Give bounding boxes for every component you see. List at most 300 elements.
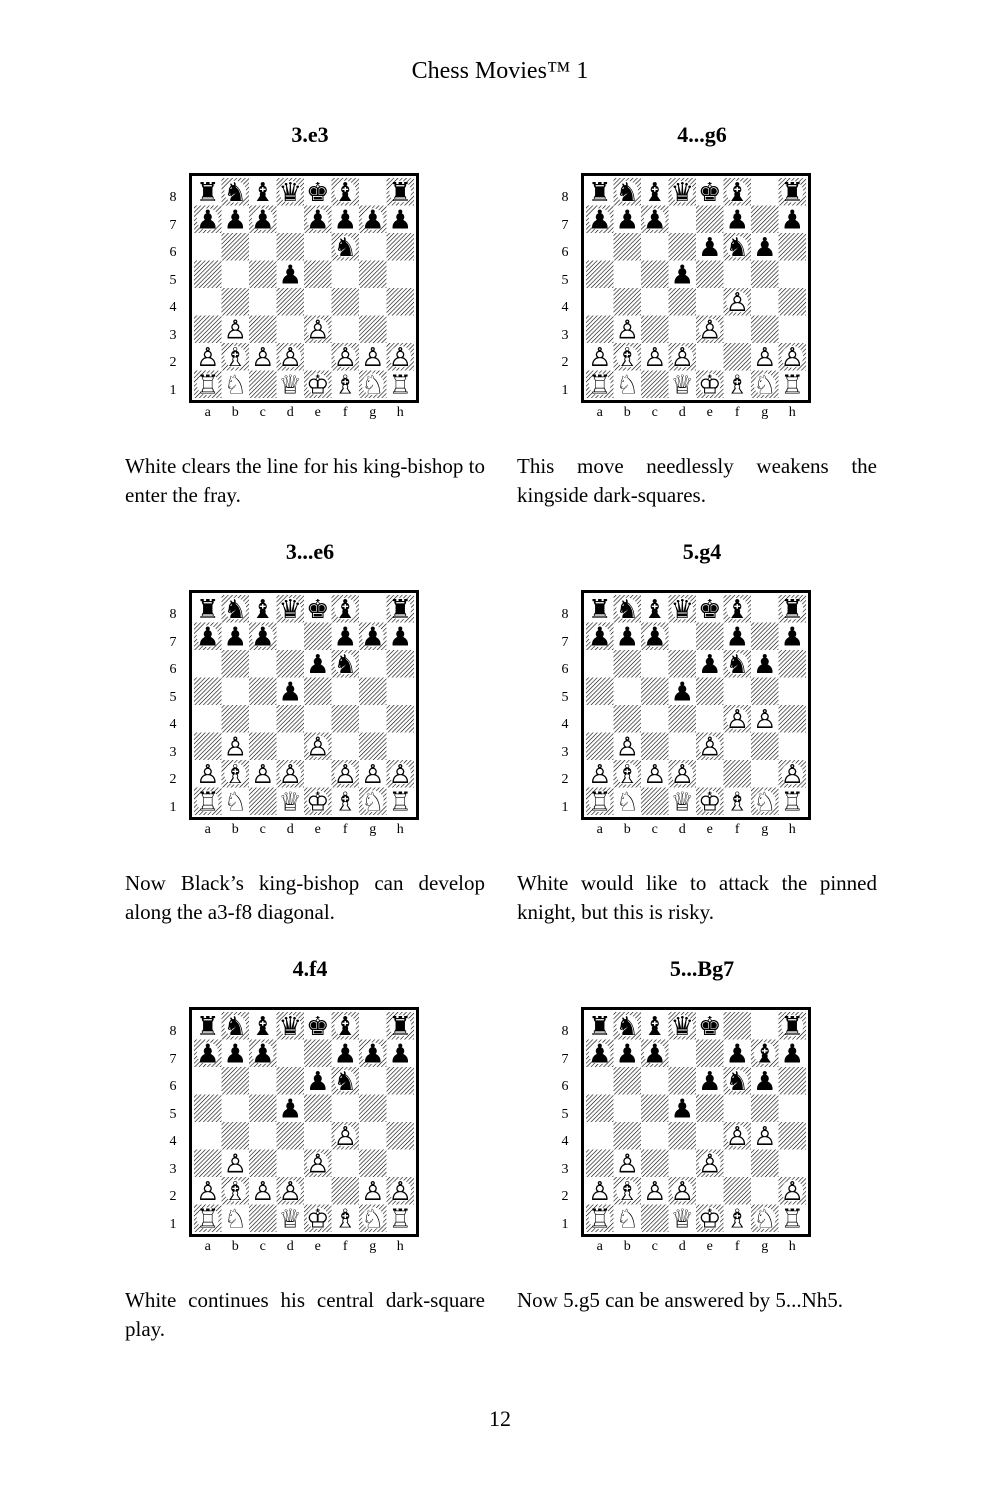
- light-square: [359, 705, 387, 733]
- black-pawn-icon: ♟: [278, 677, 302, 708]
- rank-label: 4: [561, 300, 569, 315]
- white-knight-icon: ♘: [615, 1204, 639, 1232]
- dark-square: [724, 1177, 752, 1205]
- file-label: a: [204, 405, 211, 420]
- chess-board: [581, 590, 811, 820]
- dark-square: [751, 623, 779, 651]
- chess-board: [189, 173, 419, 403]
- file-label: c: [651, 822, 658, 837]
- chess-diagram: [517, 539, 887, 939]
- dark-square: [641, 1205, 669, 1233]
- black-bishop-icon: ♝: [333, 595, 357, 625]
- black-pawn-icon: ♟: [780, 622, 804, 653]
- white-pawn-icon: ♙: [588, 342, 612, 373]
- white-bishop-icon: ♗: [725, 1204, 749, 1232]
- dark-square: [641, 261, 669, 289]
- black-bishop-icon: ♝: [753, 1039, 777, 1070]
- light-square: [304, 288, 332, 316]
- black-pawn-icon: ♟: [361, 205, 385, 236]
- white-pawn-icon: ♙: [333, 342, 357, 373]
- dark-square: [249, 788, 277, 816]
- rank-label: 8: [169, 1024, 177, 1039]
- file-label: f: [342, 822, 348, 837]
- white-queen-icon: ♕: [670, 787, 694, 815]
- white-pawn-icon: ♙: [278, 759, 302, 790]
- white-rook-icon: ♖: [780, 370, 804, 398]
- rank-labels: [165, 184, 181, 404]
- black-pawn-icon: ♟: [588, 622, 612, 653]
- move-title: 4...g6: [677, 122, 727, 147]
- black-pawn-icon: ♟: [196, 205, 220, 236]
- black-bishop-icon: ♝: [643, 595, 667, 625]
- white-knight-icon: ♘: [361, 1204, 385, 1232]
- rank-label: 3: [169, 744, 177, 760]
- rank-labels: [557, 184, 573, 404]
- white-pawn-icon: ♙: [306, 732, 330, 763]
- file-label: f: [734, 1239, 740, 1254]
- black-pawn-icon: ♟: [223, 205, 247, 236]
- rank-label: 6: [169, 1079, 177, 1094]
- light-square: [669, 733, 697, 761]
- light-square: [359, 233, 387, 261]
- black-queen-icon: ♛: [278, 178, 302, 208]
- rank-label: 8: [169, 607, 177, 622]
- black-queen-icon: ♛: [670, 595, 694, 625]
- white-queen-icon: ♕: [670, 1204, 694, 1232]
- black-king-icon: ♚: [306, 595, 330, 625]
- light-square: [586, 233, 614, 261]
- light-square: [641, 288, 669, 316]
- file-label: g: [761, 1239, 769, 1254]
- white-king-icon: ♔: [698, 1204, 722, 1232]
- light-square: [724, 316, 752, 344]
- black-pawn-icon: ♟: [643, 1039, 667, 1070]
- white-king-icon: ♔: [306, 1204, 330, 1232]
- white-pawn-icon: ♙: [698, 732, 722, 763]
- black-bishop-icon: ♝: [333, 1012, 357, 1042]
- file-label: a: [596, 1239, 603, 1254]
- black-rook-icon: ♜: [196, 595, 220, 625]
- dark-square: [586, 316, 614, 344]
- dark-square: [222, 1067, 250, 1095]
- rank-label: 1: [169, 382, 177, 398]
- rank-label: 8: [561, 190, 569, 205]
- white-pawn-icon: ♙: [306, 1149, 330, 1180]
- black-pawn-icon: ♟: [278, 1094, 302, 1125]
- black-pawn-icon: ♟: [223, 622, 247, 653]
- white-pawn-icon: ♙: [388, 759, 412, 790]
- file-label: e: [706, 1239, 713, 1254]
- light-square: [696, 288, 724, 316]
- file-label: b: [623, 1239, 631, 1254]
- file-label: a: [204, 822, 211, 837]
- white-knight-icon: ♘: [615, 787, 639, 815]
- white-pawn-icon: ♙: [196, 342, 220, 373]
- file-label: c: [259, 405, 266, 420]
- light-square: [304, 1177, 332, 1205]
- file-label: f: [734, 822, 740, 837]
- light-square: [751, 760, 779, 788]
- white-bishop-icon: ♗: [615, 342, 639, 373]
- black-pawn-icon: ♟: [333, 205, 357, 236]
- file-label: g: [761, 405, 769, 420]
- dark-square: [641, 371, 669, 399]
- dark-square: [751, 1150, 779, 1178]
- dark-square: [304, 261, 332, 289]
- white-pawn-icon: ♙: [670, 342, 694, 373]
- black-pawn-icon: ♟: [306, 1066, 330, 1097]
- black-knight-icon: ♞: [333, 232, 357, 263]
- black-pawn-icon: ♟: [725, 622, 749, 653]
- diagram-caption: White clears the line for his king-bishop to enter the fray.: [125, 454, 485, 507]
- white-knight-icon: ♘: [223, 370, 247, 398]
- move-title: 5.g4: [682, 539, 722, 564]
- dark-square: [669, 1067, 697, 1095]
- dark-square: [696, 261, 724, 289]
- light-square: [304, 760, 332, 788]
- rank-label: 3: [561, 1161, 569, 1177]
- black-bishop-icon: ♝: [251, 595, 275, 625]
- white-queen-icon: ♕: [278, 1204, 302, 1232]
- white-pawn-icon: ♙: [643, 759, 667, 790]
- white-pawn-icon: ♙: [361, 759, 385, 790]
- white-pawn-icon: ♙: [278, 342, 302, 373]
- rank-label: 1: [561, 1216, 569, 1232]
- file-label: g: [369, 1239, 377, 1254]
- file-label: e: [314, 822, 321, 837]
- dark-square: [249, 371, 277, 399]
- black-pawn-icon: ♟: [698, 649, 722, 680]
- black-knight-icon: ♞: [615, 178, 639, 208]
- dark-square: [359, 1150, 387, 1178]
- dark-square: [641, 1095, 669, 1123]
- black-rook-icon: ♜: [588, 1012, 612, 1042]
- black-pawn-icon: ♟: [780, 205, 804, 236]
- dark-square: [696, 206, 724, 234]
- white-bishop-icon: ♗: [725, 787, 749, 815]
- file-label: h: [788, 822, 796, 837]
- black-knight-icon: ♞: [223, 595, 247, 625]
- dark-square: [669, 288, 697, 316]
- dark-square: [586, 1150, 614, 1178]
- rank-label: 6: [169, 245, 177, 260]
- file-label: d: [286, 822, 294, 837]
- black-knight-icon: ♞: [615, 595, 639, 625]
- dark-square: [194, 678, 222, 706]
- black-bishop-icon: ♝: [725, 178, 749, 208]
- dark-square: [249, 261, 277, 289]
- rank-label: 3: [561, 327, 569, 343]
- file-label: e: [706, 405, 713, 420]
- white-pawn-icon: ♙: [643, 342, 667, 373]
- dark-square: [249, 1205, 277, 1233]
- light-square: [359, 288, 387, 316]
- white-pawn-icon: ♙: [196, 759, 220, 790]
- rank-label: 6: [169, 662, 177, 677]
- rank-label: 3: [169, 1161, 177, 1177]
- white-bishop-icon: ♗: [333, 370, 357, 398]
- dark-square: [614, 1067, 642, 1095]
- chess-diagram: [517, 956, 887, 1356]
- black-rook-icon: ♜: [196, 178, 220, 208]
- white-pawn-icon: ♙: [333, 1121, 357, 1152]
- light-square: [359, 595, 387, 623]
- file-labels: [194, 822, 414, 838]
- dark-square: [194, 1150, 222, 1178]
- white-rook-icon: ♖: [388, 370, 412, 398]
- white-rook-icon: ♖: [196, 787, 220, 815]
- light-square: [222, 261, 250, 289]
- light-square: [194, 1067, 222, 1095]
- light-square: [641, 233, 669, 261]
- black-pawn-icon: ♟: [306, 649, 330, 680]
- black-bishop-icon: ♝: [333, 178, 357, 208]
- black-rook-icon: ♜: [388, 595, 412, 625]
- file-label: c: [651, 405, 658, 420]
- light-square: [332, 678, 360, 706]
- dark-square: [779, 650, 807, 678]
- dark-square: [194, 1095, 222, 1123]
- move-title: 5...Bg7: [669, 956, 735, 981]
- light-square: [304, 343, 332, 371]
- white-king-icon: ♔: [306, 787, 330, 815]
- light-square: [194, 288, 222, 316]
- dark-square: [222, 650, 250, 678]
- white-pawn-icon: ♙: [753, 1121, 777, 1152]
- black-pawn-icon: ♟: [615, 1039, 639, 1070]
- rank-labels: [557, 601, 573, 821]
- dark-square: [696, 678, 724, 706]
- light-square: [222, 678, 250, 706]
- black-rook-icon: ♜: [780, 178, 804, 208]
- white-pawn-icon: ♙: [725, 704, 749, 735]
- dark-square: [277, 1067, 305, 1095]
- light-square: [779, 678, 807, 706]
- rank-label: 8: [561, 1024, 569, 1039]
- rank-label: 4: [561, 1134, 569, 1149]
- light-square: [641, 1067, 669, 1095]
- white-king-icon: ♔: [698, 370, 722, 398]
- dark-square: [586, 261, 614, 289]
- black-rook-icon: ♜: [388, 1012, 412, 1042]
- rank-label: 6: [561, 662, 569, 677]
- rank-label: 2: [561, 355, 569, 370]
- chess-board: [189, 590, 419, 820]
- dark-square: [249, 678, 277, 706]
- dark-square: [194, 316, 222, 344]
- dark-square: [724, 760, 752, 788]
- black-pawn-icon: ♟: [223, 1039, 247, 1070]
- file-label: d: [286, 405, 294, 420]
- black-pawn-icon: ♟: [588, 1039, 612, 1070]
- black-queen-icon: ♛: [278, 1012, 302, 1042]
- rank-label: 5: [169, 689, 177, 705]
- white-pawn-icon: ♙: [588, 1176, 612, 1207]
- light-square: [387, 1150, 415, 1178]
- white-pawn-icon: ♙: [251, 342, 275, 373]
- white-pawn-icon: ♙: [251, 1176, 275, 1207]
- light-square: [277, 1040, 305, 1068]
- light-square: [724, 678, 752, 706]
- rank-label: 1: [561, 799, 569, 815]
- file-label: b: [231, 822, 239, 837]
- move-title: 3.e3: [291, 122, 329, 147]
- file-label: g: [369, 822, 377, 837]
- light-square: [332, 1150, 360, 1178]
- light-square: [277, 623, 305, 651]
- dark-square: [586, 733, 614, 761]
- white-bishop-icon: ♗: [333, 787, 357, 815]
- dark-square: [387, 233, 415, 261]
- dark-square: [249, 733, 277, 761]
- file-label: d: [678, 822, 686, 837]
- black-pawn-icon: ♟: [361, 622, 385, 653]
- light-square: [249, 1067, 277, 1095]
- light-square: [751, 1012, 779, 1040]
- light-square: [696, 705, 724, 733]
- file-label: f: [342, 405, 348, 420]
- dark-square: [779, 1122, 807, 1150]
- dark-square: [222, 233, 250, 261]
- rank-label: 8: [561, 607, 569, 622]
- rank-label: 4: [561, 717, 569, 732]
- black-king-icon: ♚: [306, 178, 330, 208]
- dark-square: [359, 261, 387, 289]
- dark-square: [696, 1095, 724, 1123]
- black-queen-icon: ♛: [670, 1012, 694, 1042]
- dark-square: [779, 705, 807, 733]
- dark-square: [696, 623, 724, 651]
- light-square: [277, 316, 305, 344]
- black-bishop-icon: ♝: [725, 595, 749, 625]
- light-square: [669, 623, 697, 651]
- light-square: [641, 650, 669, 678]
- dark-square: [696, 1040, 724, 1068]
- dark-square: [304, 623, 332, 651]
- black-pawn-icon: ♟: [361, 1039, 385, 1070]
- rank-label: 7: [169, 634, 177, 650]
- dark-square: [641, 316, 669, 344]
- white-knight-icon: ♘: [223, 1204, 247, 1232]
- white-pawn-icon: ♙: [780, 1176, 804, 1207]
- running-head: Chess Movies™ 1: [411, 58, 589, 84]
- light-square: [332, 316, 360, 344]
- light-square: [751, 288, 779, 316]
- white-pawn-icon: ♙: [306, 315, 330, 346]
- white-pawn-icon: ♙: [223, 732, 247, 763]
- light-square: [669, 206, 697, 234]
- file-label: f: [734, 405, 740, 420]
- light-square: [387, 316, 415, 344]
- black-pawn-icon: ♟: [615, 622, 639, 653]
- rank-label: 6: [561, 1079, 569, 1094]
- light-square: [724, 261, 752, 289]
- light-square: [586, 1067, 614, 1095]
- black-rook-icon: ♜: [196, 1012, 220, 1042]
- chess-board: [189, 1007, 419, 1237]
- rank-labels: [557, 1018, 573, 1238]
- light-square: [751, 595, 779, 623]
- dark-square: [249, 316, 277, 344]
- light-square: [387, 733, 415, 761]
- dark-square: [387, 1067, 415, 1095]
- white-pawn-icon: ♙: [753, 704, 777, 735]
- white-pawn-icon: ♙: [196, 1176, 220, 1207]
- black-pawn-icon: ♟: [333, 622, 357, 653]
- dark-square: [359, 316, 387, 344]
- white-rook-icon: ♖: [388, 787, 412, 815]
- white-rook-icon: ♖: [588, 1204, 612, 1232]
- dark-square: [277, 705, 305, 733]
- dark-square: [387, 705, 415, 733]
- file-label: f: [342, 1239, 348, 1254]
- light-square: [751, 178, 779, 206]
- black-knight-icon: ♞: [725, 232, 749, 263]
- light-square: [249, 650, 277, 678]
- dark-square: [359, 733, 387, 761]
- black-pawn-icon: ♟: [251, 205, 275, 236]
- light-square: [387, 261, 415, 289]
- rank-label: 7: [561, 634, 569, 650]
- white-bishop-icon: ♗: [615, 759, 639, 790]
- light-square: [779, 316, 807, 344]
- light-square: [669, 1150, 697, 1178]
- black-pawn-icon: ♟: [306, 205, 330, 236]
- file-label: b: [623, 405, 631, 420]
- dark-square: [641, 1150, 669, 1178]
- file-label: b: [231, 1239, 239, 1254]
- black-bishop-icon: ♝: [643, 1012, 667, 1042]
- black-rook-icon: ♜: [388, 178, 412, 208]
- light-square: [614, 1095, 642, 1123]
- black-pawn-icon: ♟: [196, 1039, 220, 1070]
- white-knight-icon: ♘: [753, 370, 777, 398]
- light-square: [194, 705, 222, 733]
- dark-square: [277, 233, 305, 261]
- dark-square: [779, 1067, 807, 1095]
- file-labels: [586, 405, 806, 421]
- white-pawn-icon: ♙: [725, 1121, 749, 1152]
- light-square: [277, 206, 305, 234]
- chess-board: [581, 1007, 811, 1237]
- dark-square: [669, 233, 697, 261]
- file-label: g: [761, 822, 769, 837]
- white-knight-icon: ♘: [223, 787, 247, 815]
- light-square: [359, 178, 387, 206]
- black-king-icon: ♚: [698, 178, 722, 208]
- black-pawn-icon: ♟: [698, 232, 722, 263]
- light-square: [359, 1067, 387, 1095]
- rank-label: 5: [561, 689, 569, 705]
- chess-diagram: [125, 539, 495, 939]
- black-pawn-icon: ♟: [251, 622, 275, 653]
- white-pawn-icon: ♙: [698, 1149, 722, 1180]
- file-label: h: [396, 405, 404, 420]
- light-square: [304, 705, 332, 733]
- black-pawn-icon: ♟: [388, 622, 412, 653]
- file-label: c: [259, 822, 266, 837]
- light-square: [614, 678, 642, 706]
- rank-label: 2: [561, 772, 569, 787]
- black-pawn-icon: ♟: [588, 205, 612, 236]
- dark-square: [614, 705, 642, 733]
- white-pawn-icon: ♙: [361, 1176, 385, 1207]
- light-square: [222, 1095, 250, 1123]
- light-square: [194, 650, 222, 678]
- file-label: g: [369, 405, 377, 420]
- rank-label: 1: [561, 382, 569, 398]
- light-square: [249, 1122, 277, 1150]
